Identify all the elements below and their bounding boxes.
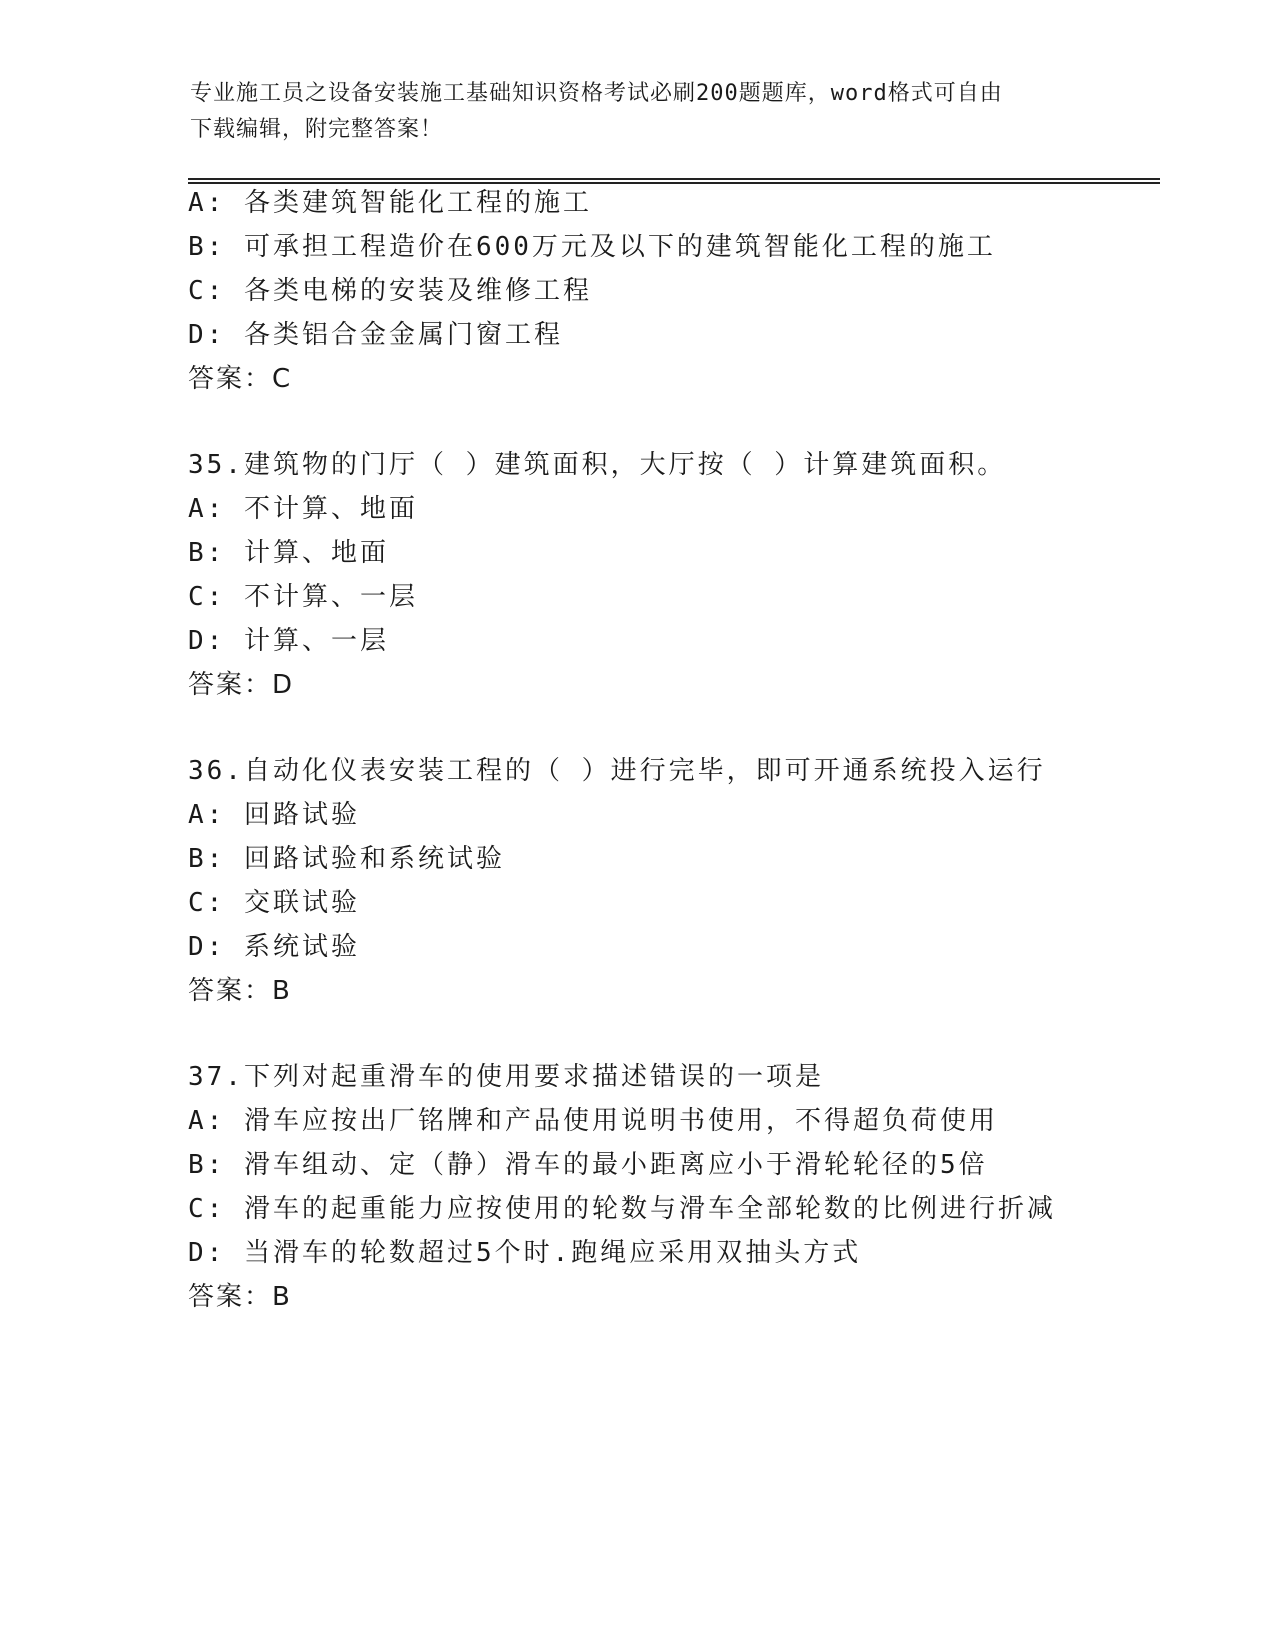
- q36-option-a: A: 回路试验: [188, 800, 360, 830]
- q35-option-c: C: 不计算、一层: [188, 582, 418, 612]
- q35-option-d: D: 计算、一层: [188, 626, 389, 656]
- q35-question: 35.建筑物的门厅（ ）建筑面积，大厅按（ ）计算建筑面积。: [188, 450, 1007, 480]
- header-double-rule: [188, 178, 1160, 184]
- q36-option-c: C: 交联试验: [188, 888, 360, 918]
- q35-answer: 答案：D: [188, 670, 295, 700]
- document-header: [190, 76, 1090, 148]
- q37-option-b: B: 滑车组动、定（静）滑车的最小距离应小于滑轮轮径的5倍: [188, 1150, 988, 1180]
- q36-question: 36.自动化仪表安装工程的（ ）进行完毕，即可开通系统投入运行: [188, 756, 1046, 786]
- q37-question: 37.下列对起重滑车的使用要求描述错误的一项是: [188, 1062, 824, 1092]
- q34-option-d: D: 各类铝合金金属门窗工程: [188, 320, 563, 350]
- q37-option-a: A: 滑车应按出厂铭牌和产品使用说明书使用，不得超负荷使用: [188, 1106, 998, 1136]
- q34-option-a: A: 各类建筑智能化工程的施工: [188, 188, 592, 218]
- q34-answer: 答案：C: [188, 364, 293, 394]
- q37-answer: 答案：B: [188, 1282, 292, 1312]
- q35-option-a: A: 不计算、地面: [188, 494, 418, 524]
- q37-option-d: D: 当滑车的轮数超过5个时.跑绳应采用双抽头方式: [188, 1238, 862, 1268]
- q36-option-b: B: 回路试验和系统试验: [188, 844, 505, 874]
- header-title-line-1: 专业施工员之设备安装施工基础知识资格考试必刷200题题库，word格式可自由: [190, 81, 1003, 106]
- q36-answer: 答案：B: [188, 976, 292, 1006]
- q37-option-c: C: 滑车的起重能力应按使用的轮数与滑车全部轮数的比例进行折减: [188, 1194, 1056, 1224]
- q36-option-d: D: 系统试验: [188, 932, 360, 962]
- q34-option-c: C: 各类电梯的安装及维修工程: [188, 276, 592, 306]
- q34-option-b: B: 可承担工程造价在600万元及以下的建筑智能化工程的施工: [188, 232, 996, 262]
- q35-option-b: B: 计算、地面: [188, 538, 389, 568]
- header-title-line-2: 下载编辑，附完整答案！: [190, 117, 444, 142]
